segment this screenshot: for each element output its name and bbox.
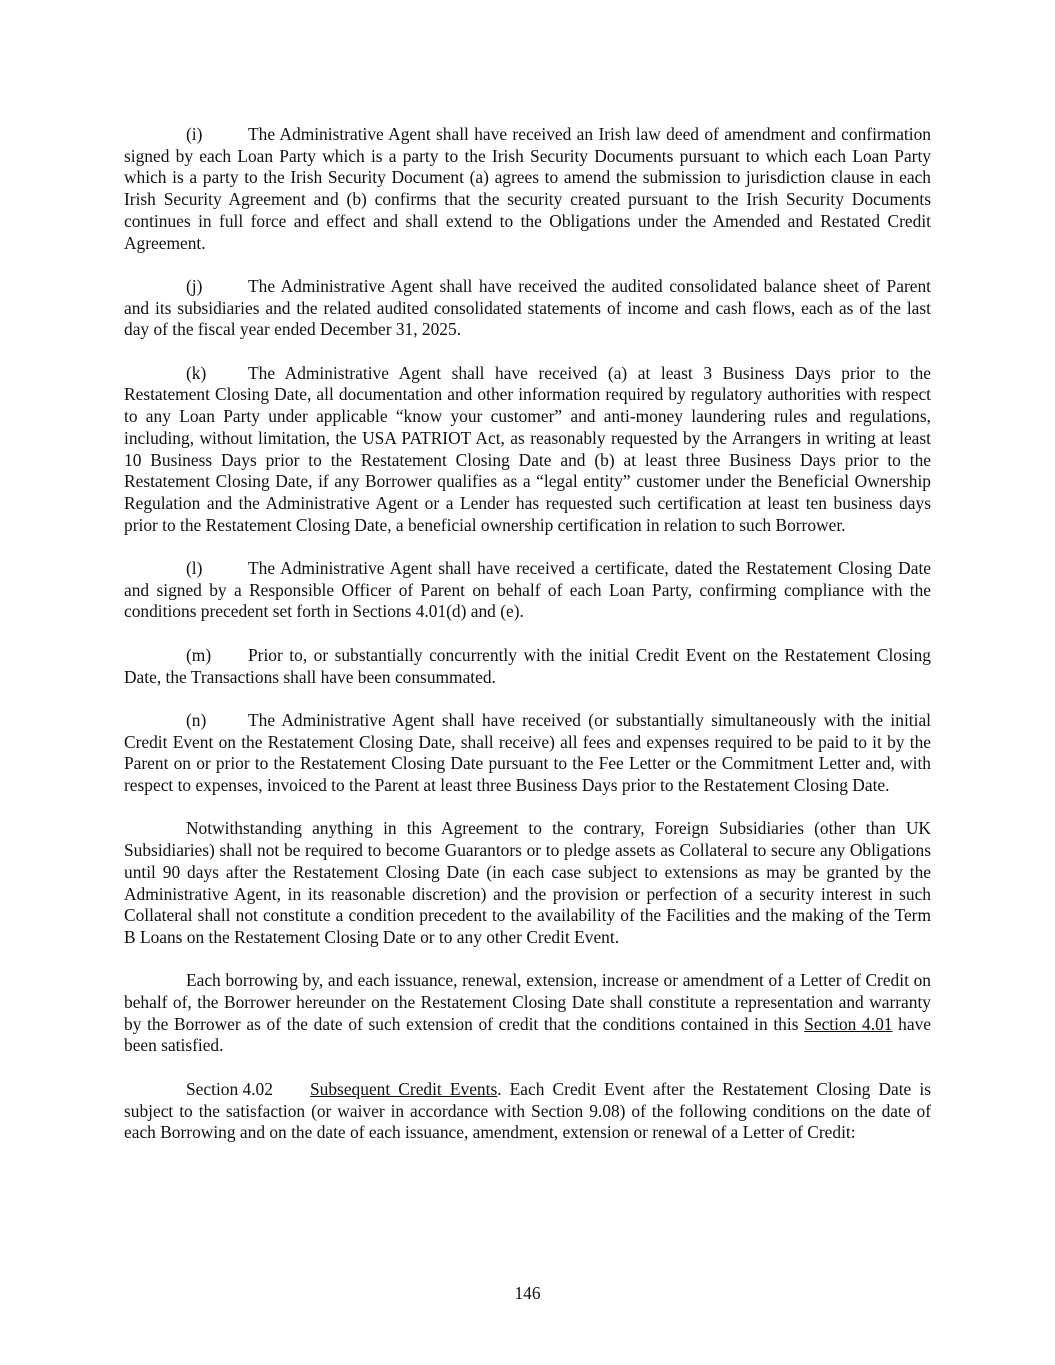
clause-label: (j): [186, 275, 203, 296]
paragraph-k: [124, 363, 931, 537]
clause-label: (n): [186, 709, 207, 730]
section-title: Subsequent Credit Events: [310, 1078, 498, 1099]
clause-label: (m): [186, 644, 212, 665]
clause-text: The Administrative Agent shall have received an Irish law deed of amendment and confirmation signed by each Loan Party which is a party to the Irish Security Documents pursuant to which each Loan Party which is a party to the Irish Security Document (a) agrees to amend the submission to jurisdiction clause in each Irish Security Agreement and (b) confirms that the security created pursuant to the Irish Security Documents continues in full force and effect and shall extend to the Obligations under the Amended and Restated Credit Agreement.: [124, 124, 931, 253]
paragraph-j: [124, 276, 931, 341]
clause-label: (i): [186, 124, 203, 144]
clause-text: The Administrative Agent shall have received (or substantially simultaneously with the initial Credit Event on the Restatement Closing Date, shall receive) all fees and expenses required to be paid to it by the Parent on or prior to the Restatement Closing Date pursuant to the Fee Letter or the Commitment Letter and, with respect to expenses, invoiced to the Parent at least three Business Days prior to the Restatement Closing Date.: [124, 709, 931, 796]
clause-text: The Administrative Agent shall have received the audited consolidated balance sheet of Parent and its subsidiaries and the related audited consolidated statements of income and cash flows, each as of the last day of the fiscal year ended December 31, 2025.: [124, 275, 931, 340]
paragraph-l: [124, 558, 931, 623]
clause-text: The Administrative Agent shall have received a certificate, dated the Restatement Closing Date and signed by a Responsible Officer of Parent on behalf of each Loan Party, confirming compliance with the conditions precedent set forth in Sections 4.01(d) and (e).: [124, 558, 931, 622]
paragraph-m: [124, 645, 931, 688]
clause-label: (l): [186, 558, 203, 579]
paragraph-n: [124, 710, 931, 797]
section-text: . Each Credit Event after the Restatement Closing Date is subject to the satisfaction (or waiver in accordance with Section 9.08) of the following conditions on the date of each Borrowing and on the date of each issuance, amendment, extension or renewal of a Letter of Credit:: [124, 1078, 931, 1143]
section-reference: Section 4.01: [804, 1013, 893, 1034]
section-4-02: [124, 1079, 931, 1144]
text: have been satisfied.: [124, 1013, 931, 1056]
paragraph-i: [124, 124, 931, 254]
clause-text: Prior to, or substantially concurrently with the initial Credit Event on the Restatement Closing Date, the Transactions shall have been consummated.: [124, 644, 931, 687]
clause-label: (k): [186, 362, 207, 383]
section-number: Section 4.02: [186, 1078, 273, 1099]
document-body: [124, 124, 931, 1166]
paragraph-notwithstanding: Notwithstanding anything in this Agreement to the contrary, Foreign Subsidiaries (other than UK Subsidiaries) shall not be required to become Guarantors or to pledge assets as Collateral to secure any Obligations until 90 days after the Restatement Closing Date (in each case subject to extensions as may be granted by the Administrative Agent, in its reasonable discretion) and the provision or perfection of a security interest in such Collateral shall not constitute a condition precedent to the availability of the Facilities and the making of the Term B Loans on the Restatement Closing Date or to any other Credit Event.: [124, 818, 931, 947]
text: Each borrowing by, and each issuance, renewal, extension, increase or amendment of a Letter of Credit on behalf of, the Borrower hereunder on the Restatement Closing Date shall constitute a representation and warranty by the Borrower as of the date of such extension of credit that the conditions contained in this: [124, 970, 931, 1034]
paragraph-each-borrowing: [124, 970, 931, 1057]
clause-text: The Administrative Agent shall have received (a) at least 3 Business Days prior to the Restatement Closing Date, all documentation and other information required by regulatory authorities with respect to any Loan Party under applicable “know your customer” and anti-money laundering rules and regulations, including, without limitation, the USA PATRIOT Act, as reasonably requested by the Arrangers in writing at least 10 Business Days prior to the Restatement Closing Date and (b) at least three Business Days prior to the Restatement Closing Date, if any Borrower qualifies as a “legal entity” customer under the Beneficial Ownership Regulation and the Administrative Agent or a Lender has requested such certification at least ten business days prior to the Restatement Closing Date, a beneficial ownership certification in relation to such Borrower.: [124, 362, 931, 535]
page-number: 146: [514, 1283, 541, 1303]
